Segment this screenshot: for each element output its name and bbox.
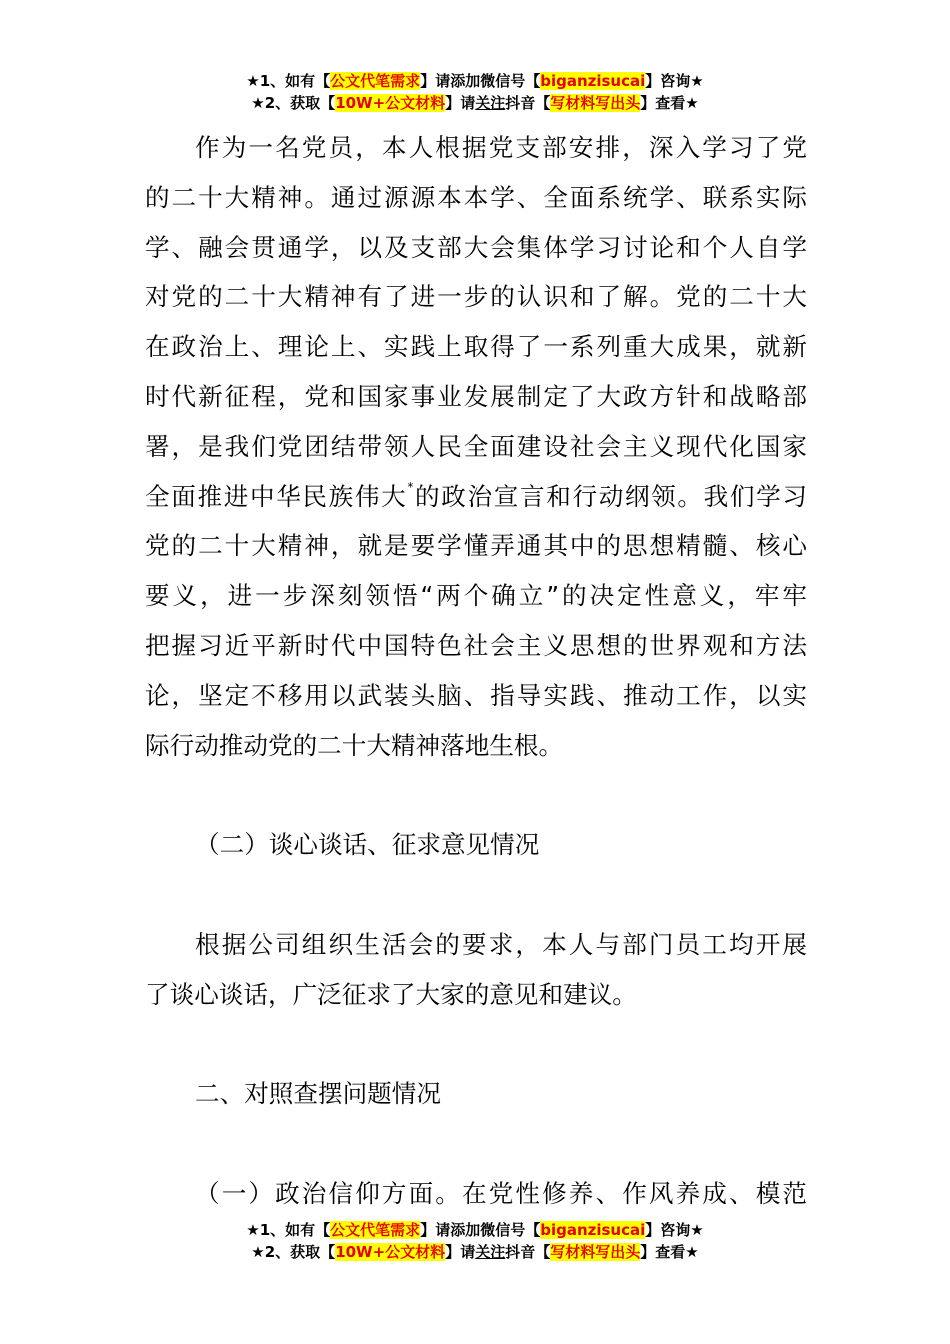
banner-text: 】咨询★ (645, 72, 704, 90)
banner-highlight-wechat-id: biganzisucai (540, 72, 646, 90)
blank-line (145, 870, 807, 920)
banner-highlight: 公文代笔需求 (330, 1221, 421, 1239)
banner-text: 抖音【 (505, 1243, 551, 1261)
paragraph-line: 把握习近平新时代中国特色社会主义思想的世界观和方法 (145, 630, 807, 660)
footer-banner (0, 1219, 950, 1263)
banner-underlined: 关注 (475, 94, 506, 112)
paragraph-line: 时代新征程，党和国家事业发展制定了大政方针和战略部 (145, 381, 807, 411)
paragraph-line: 在政治上、理论上、实践上取得了一系列重大成果，就新 (145, 332, 807, 362)
paragraph-line: 学、融会贯通学，以及支部大会集体学习讨论和个人自学 (145, 232, 807, 262)
section-heading: 二、对照查摆问题情况 (195, 1079, 441, 1109)
banner-text: 】咨询★ (645, 1221, 704, 1239)
asterisk-mark: * (407, 479, 414, 494)
blank-line (145, 1019, 807, 1069)
banner-highlight: 写材料写出头 (550, 94, 641, 112)
banner-text: 】请 (445, 1243, 476, 1261)
paragraph-line: （一）政治信仰方面。在党性修养、作风养成、模范 (195, 1178, 807, 1208)
paragraph-line: 的二十大精神。通过源源本本学、全面系统学、联系实际 (145, 182, 807, 212)
banner-text: 】查看★ (640, 1243, 699, 1261)
banner-highlight: 10W+公文材料 (335, 1243, 446, 1261)
blank-line (145, 770, 807, 820)
banner-text: 】请添加微信号【 (420, 1221, 541, 1239)
header-banner (0, 70, 950, 114)
banner-line-2 (0, 92, 950, 114)
banner-text: ★1、如有【 (246, 1221, 331, 1239)
banner-highlight-wechat-id: biganzisucai (540, 1221, 646, 1239)
banner-text: 】请 (445, 94, 476, 112)
blank-line (145, 1119, 807, 1169)
paragraph-line: 根据公司组织生活会的要求，本人与部门员工均开展 (195, 929, 807, 959)
paragraph-line: 际行动推动党的二十大精神落地生根。 (145, 730, 564, 760)
banner-highlight: 写材料写出头 (550, 1243, 641, 1261)
banner-line-1 (0, 70, 950, 92)
paragraph-line: 要义，进一步深刻领悟“两个确立”的决定性意义，牢牢 (145, 581, 807, 611)
banner-text: 】查看★ (640, 94, 699, 112)
document-body (145, 123, 807, 1219)
paragraph-line: 论，坚定不移用以武装头脑、指导实践、推动工作，以实 (145, 680, 807, 710)
banner-underlined: 关注 (475, 1243, 506, 1261)
line-segment: 的政治宣言和行动纲领。我们学习 (413, 481, 807, 511)
paragraph-line (145, 472, 807, 522)
banner-text: 抖音【 (505, 94, 551, 112)
paragraph-line: 了谈心谈话，广泛征求了大家的意见和建议。 (145, 979, 637, 1009)
banner-highlight: 公文代笔需求 (330, 72, 421, 90)
paragraph-line: 作为一名党员，本人根据党支部安排，深入学习了党 (195, 133, 807, 162)
paragraph-line: 署，是我们党团结带领人民全面建设社会主义现代化国家 (145, 431, 807, 461)
section-heading: （二）谈心谈话、征求意见情况 (195, 830, 540, 860)
paragraph-line: 党的二十大精神，就是要学懂弄通其中的思想精髓、核心 (145, 531, 807, 561)
line-segment: 全面推进中华民族伟大 (145, 481, 408, 511)
banner-text: ★2、获取【 (251, 94, 336, 112)
banner-text: 】请添加微信号【 (420, 72, 541, 90)
banner-line-1 (0, 1219, 950, 1241)
banner-line-2 (0, 1241, 950, 1263)
paragraph-line: 对党的二十大精神有了进一步的认识和了解。党的二十大 (145, 282, 807, 312)
banner-text: ★1、如有【 (246, 72, 331, 90)
banner-text: ★2、获取【 (251, 1243, 336, 1261)
banner-highlight: 10W+公文材料 (335, 94, 446, 112)
